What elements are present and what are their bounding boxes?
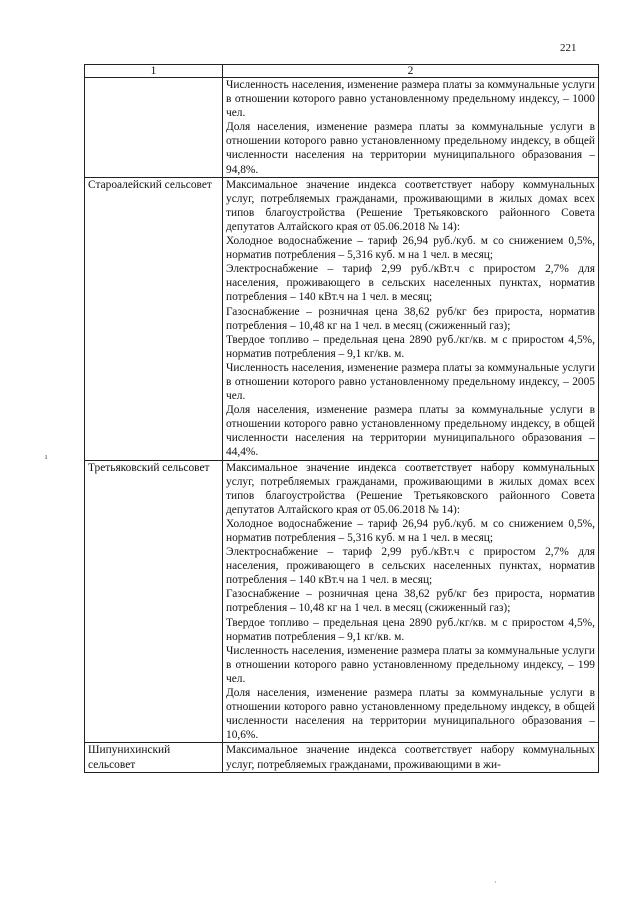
scan-mark: ı xyxy=(45,452,48,461)
description-paragraph: Твердое топливо – предельная цена 2890 руб./кг/кв. м с приростом 4,5%, норматив потребления – 9,1 кг/кв. м. xyxy=(226,616,595,643)
description-paragraph: Электроснабжение – тариф 2,99 руб./кВт.ч с приростом 2,7% для населения, проживающего в сельских населенных пунктах, норматив потребления – 140 кВт.ч на 1 чел. в месяц; xyxy=(226,263,595,304)
table-row xyxy=(85,460,599,743)
description-paragraph: Численность населения, изменение размера платы за коммунальные услуги в отношении которого равно установленному предельному индексу, – 1000 чел. xyxy=(226,79,595,120)
municipality-name: Третьяковский сельсовет xyxy=(85,460,223,743)
table-row xyxy=(85,177,599,460)
table-header-row xyxy=(85,65,599,78)
scan-mark: · xyxy=(494,878,497,887)
description-paragraph: Максимальное значение индекса соответствует набору коммунальных услуг, потребляемых гражданами, проживающими в жи- xyxy=(226,744,595,771)
description-cell xyxy=(223,460,599,743)
column-header-2: 2 xyxy=(223,65,599,78)
table-body xyxy=(85,78,599,773)
description-paragraph: Холодное водоснабжение – тариф 26,94 руб./куб. м со снижением 0,5%, норматив потребления – 5,316 куб. м на 1 чел. в месяц; xyxy=(226,235,595,262)
description-paragraph: Газоснабжение – розничная цена 38,62 руб/кг без прироста, норматив потребления – 10,48 кг на 1 чел. в месяц (сжиженный газ); xyxy=(226,305,595,332)
municipality-name xyxy=(85,78,223,178)
table-row xyxy=(85,743,599,772)
description-paragraph: Электроснабжение – тариф 2,99 руб./кВт.ч с приростом 2,7% для населения, проживающего в сельских населенных пунктах, норматив потребления – 140 кВт.ч на 1 чел. в месяц; xyxy=(226,546,595,587)
tariff-table xyxy=(84,64,599,773)
column-header-1: 1 xyxy=(85,65,223,78)
description-cell xyxy=(223,743,599,772)
description-paragraph: Газоснабжение – розничная цена 38,62 руб/кг без прироста, норматив потребления – 10,48 кг на 1 чел. в месяц (сжиженный газ); xyxy=(226,588,595,615)
description-paragraph: Холодное водоснабжение – тариф 26,94 руб./куб. м со снижением 0,5%, норматив потребления – 5,316 куб. м на 1 чел. в месяц; xyxy=(226,517,595,544)
description-paragraph: Доля населения, изменение размера платы за коммунальные услуги в отношении которого равно установленному предельному индексу, в общей численности населения на территории муниципального образования – 94,8%. xyxy=(226,121,595,176)
municipality-name: Староалейский сельсовет xyxy=(85,177,223,460)
description-paragraph: Доля населения, изменение размера платы за коммунальные услуги в отношении которого равно установленному предельному индексу, в общей численности населения на территории муниципального образования – 10,6%. xyxy=(226,687,595,742)
description-paragraph: Твердое топливо – предельная цена 2890 руб./кг/кв. м с приростом 4,5%, норматив потребления – 9,1 кг/кв. м. xyxy=(226,333,595,360)
page-number: 221 xyxy=(560,42,577,54)
description-paragraph: Численность населения, изменение размера платы за коммунальные услуги в отношении которого равно установленному предельному индексу, – 2005 чел. xyxy=(226,361,595,403)
municipality-name: Шипунихинский сельсовет xyxy=(85,743,223,772)
description-paragraph: Максимальное значение индекса соответствует набору коммунальных услуг, потребляемых гражданами, проживающими в жилых домах всех типов благоустройства (Решение Третьяковского районного Совета депутатов Алтайского края от 05.06.2018 № 14): xyxy=(226,178,595,233)
description-cell xyxy=(223,78,599,178)
description-paragraph: Доля населения, изменение размера платы за коммунальные услуги в отношении которого равно установленному предельному индексу, в общей численности населения на территории муниципального образования – 44,4%. xyxy=(226,404,595,459)
description-paragraph: Численность населения, изменение размера платы за коммунальные услуги в отношении которого равно установленному предельному индексу, – 199 чел. xyxy=(226,644,595,685)
description-cell xyxy=(223,177,599,460)
table-row xyxy=(85,78,599,178)
description-paragraph: Максимальное значение индекса соответствует набору коммунальных услуг, потребляемых гражданами, проживающими в жилых домах всех типов благоустройства (Решение Третьяковского районного Совета депутатов Алтайского края от 05.06.2018 № 14): xyxy=(226,461,595,516)
